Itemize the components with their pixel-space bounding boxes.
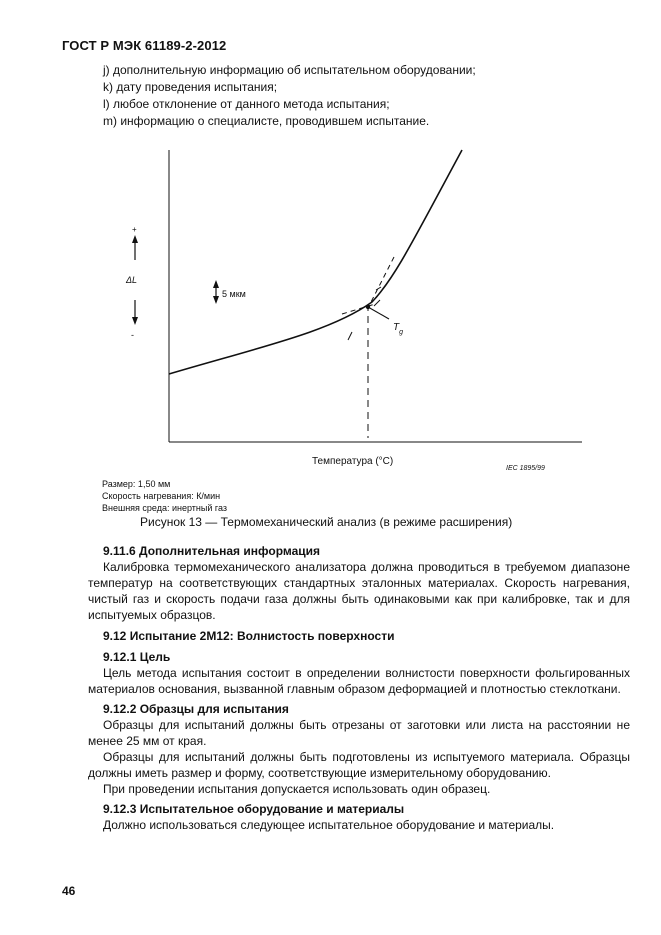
scale-arrowhead-down xyxy=(213,296,219,304)
list-item: l) любое отклонение от данного метода испытания; xyxy=(103,97,390,111)
param-atmosphere: Внешняя среда: инертный газ xyxy=(102,503,228,513)
section-heading: 9.12.1 Цель xyxy=(103,650,171,664)
test-parameters xyxy=(102,478,227,514)
paragraph: Цель метода испытания состоит в определении волнистости поверхности фольгированных материалов основания, вызванной главным образом деформацией и плотностью стеклоткани. xyxy=(88,666,630,696)
paragraph: Образцы для испытаний должны быть отрезаны от заготовки или листа на расстоянии не менее 25 мм от края. xyxy=(88,718,630,748)
tma-figure xyxy=(110,142,590,477)
list-item: m) информацию о специалисте, проводившем испытание. xyxy=(103,114,430,128)
expansion-curve xyxy=(169,150,462,374)
y-axis-label: ΔL xyxy=(126,275,138,285)
figure-caption: Рисунок 13 — Термомеханический анализ (в режиме расширения) xyxy=(140,515,513,529)
list-item: k) дату проведения испытания; xyxy=(103,80,278,94)
document-header: ГОСТ Р МЭК 61189-2-2012 xyxy=(62,38,227,53)
paragraph: Образцы для испытаний должны быть подготовлены из испытуемого материала. Образцы должны иметь размер и форму, соответствующие измерительному оборудованию. xyxy=(88,750,630,780)
section-heading: 9.12.2 Образцы для испытания xyxy=(103,702,289,716)
page-number: 46 xyxy=(62,884,76,898)
section-heading: 9.12 Испытание 2M12: Волнистость поверхности xyxy=(103,629,395,643)
delta-l-arrowhead-up xyxy=(132,235,138,243)
paragraph: Калибровка термомеханического анализатора должна проводиться в требуемом диапазоне температур на соответствующих стандартных эталонных материалах. Скорость нагревания, чистый газ и скорость подачи газа должны быть одинаковыми как при калибровке, так и для испытуемых образцов. xyxy=(88,560,630,622)
list-item: j) дополнительную информацию об испытательном оборудовании; xyxy=(103,63,476,77)
y-minus-label: - xyxy=(131,330,134,340)
tangent-line-upper xyxy=(369,257,394,306)
figure-reference: IEC 1895/99 xyxy=(506,465,545,472)
delta-l-arrowhead-down xyxy=(132,317,138,325)
param-heating-rate: Скорость нагревания: К/мин xyxy=(102,491,221,501)
y-plus-label: + xyxy=(132,225,137,234)
tangent-line-lower xyxy=(342,304,375,314)
paragraph: Должно использоваться следующее испытательное оборудование и материалы. xyxy=(103,818,555,832)
tangent-mark xyxy=(376,287,381,290)
x-axis-label: Температура (°C) xyxy=(312,456,394,467)
scale-label: 5 мкм xyxy=(222,289,246,299)
tangent-mark xyxy=(348,332,352,340)
report-items-list xyxy=(103,62,476,130)
paragraph: При проведении испытания допускается использовать один образец. xyxy=(103,782,491,796)
tg-label: $T_g$ xyxy=(393,322,404,336)
tg-pointer xyxy=(368,307,389,319)
section-heading: 9.11.6 Дополнительная информация xyxy=(103,544,321,558)
scale-arrowhead-up xyxy=(213,280,219,288)
param-size: Размер: 1,50 мм xyxy=(102,479,171,489)
tma-plot xyxy=(110,142,590,477)
section-heading: 9.12.3 Испытательное оборудование и материалы xyxy=(103,802,405,816)
document-body xyxy=(88,540,630,833)
tangent-mark xyxy=(374,300,380,306)
